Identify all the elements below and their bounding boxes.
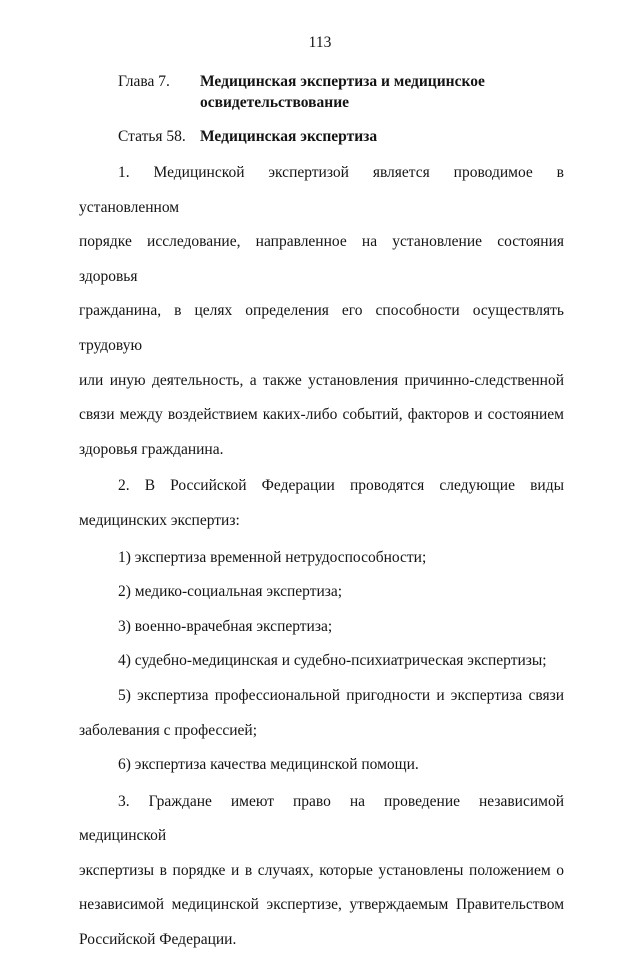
list-item: 5) экспертиза профессиональной пригодности и экспертиза связи	[118, 686, 564, 704]
list-item: 6) экспертиза качества медицинской помощи.	[118, 756, 419, 774]
paragraph-1-line: порядке исследование, направленное на установление состояния здоровья	[79, 233, 564, 285]
paragraph-2	[79, 469, 564, 538]
page-number: 113	[308, 34, 332, 51]
paragraph-3-line: независимой медицинской экспертизе, утверждаемым Правительством	[79, 896, 564, 914]
list-item: 4) судебно-медицинская и судебно-психиатрическая экспертизы;	[118, 652, 547, 670]
paragraph-2-line: медицинских экспертиз:	[79, 511, 240, 529]
chapter-title: Медицинская экспертиза и медицинское освидетельствование	[200, 73, 485, 111]
article-body	[79, 156, 564, 958]
paragraph-3-line: экспертизы в порядке и в случаях, которые установлены положением о	[79, 861, 564, 879]
article-title: Медицинская экспертиза	[200, 128, 378, 145]
list-item: 1) экспертиза временной нетрудоспособности;	[118, 548, 427, 566]
article-label: Статья 58.	[118, 128, 186, 145]
paragraph-1-line: или иную деятельность, а также установления причинно-следственной	[79, 371, 564, 389]
paragraph-1-line: 1. Медицинской экспертизой является проводимое в установленном	[79, 164, 564, 216]
paragraph-3	[79, 785, 564, 958]
paragraph-1-line: связи между воздействием каких-либо событий, факторов и состоянием	[79, 406, 564, 424]
paragraph-3-line: 3. Граждане имеют право на проведение независимой медицинской	[79, 792, 564, 845]
list-item: 2) медико-социальная экспертиза;	[118, 583, 343, 601]
paragraph-1-line: здоровья гражданина.	[79, 440, 224, 458]
chapter-label: Глава 7.	[118, 73, 170, 90]
paragraph-2-line: 2. В Российской Федерации проводятся следующие виды	[118, 477, 564, 495]
list-item: заболевания с профессией;	[79, 721, 258, 739]
paragraph-1	[79, 156, 564, 467]
paragraph-1-line: гражданина, в целях определения его способности осуществлять трудовую	[79, 302, 564, 354]
list-item: 3) военно-врачебная экспертиза;	[118, 617, 333, 635]
expertise-list	[79, 541, 564, 783]
paragraph-3-line: Российской Федерации.	[79, 931, 237, 949]
